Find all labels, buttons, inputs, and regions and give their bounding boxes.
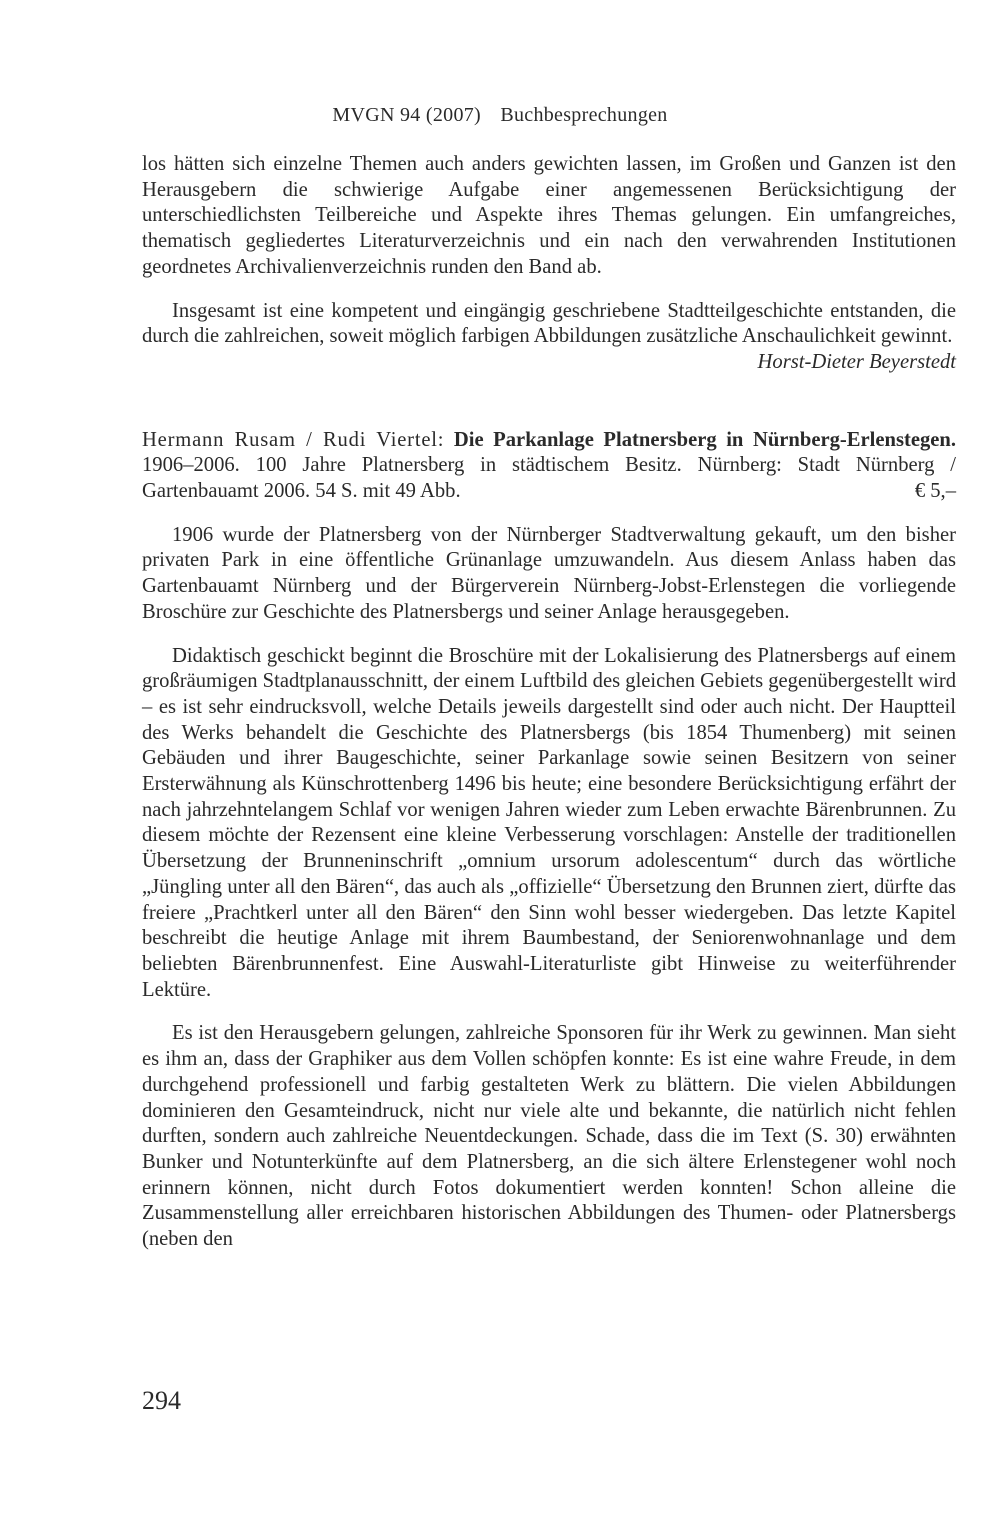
review1-paragraph-2 bbox=[142, 299, 956, 376]
book-title: Die Parkanlage Platnersberg in Nürnberg-Erlenstegen. bbox=[453, 428, 956, 451]
review2-paragraph-1: 1906 wurde der Platnersberg von der Nürnberger Stadtverwaltung gekauft, um den bisher privaten Park in eine öffentliche Grünanlage umzuwandeln. Aus diesem Anlass haben das Gartenbauamt Nürnberg und der Bürgerverein Nürnberg-Jobst-Erlenstegen die vorliegende Broschüre zur Geschichte des Platnersbergs und seiner Anlage herausgegeben. bbox=[142, 523, 956, 623]
review2-paragraph-2: Didaktisch geschickt beginnt die Broschüre mit der Lokalisierung des Platnersbergs auf einem großräumigen Stadtplanausschnitt, der einem Luftbild des gleichen Gebiets gegenübergestellt wird – es ist sehr eindrucksvoll, welche Details jeweils dargestellt sind oder auch nicht. Der Hauptteil des Werks behandelt die Geschichte des Platnersbergs (bis 1854 Thumenberg) mit seinen Gebäuden und ihrer Baugeschichte, seiner Parkanlage sowie seinen Besitzern von seiner Ersterwähnung als Künschrottenberg 1496 bis heute; eine besondere Berücksichtigung erfährt der nach jahrzehntelangem Schlaf vor wenigen Jahren wieder zum Leben erwachte Bärenbrunnen. Zu diesem möchte der Rezensent eine kleine Verbesserung vorschlagen: Anstelle der traditionellen Übersetzung der Brunneninschrift „omnium ursorum adolescentum“ durch das wörtliche „Jüngling unter all den Bären“, das auch als „offizielle“ Übersetzung den Brunnen ziert, dürfte das freiere „Prachtkerl unter all den Bären“ den Sinn wohl besser wiedergeben. Das letzte Kapitel beschreibt die heutige Anlage mit ihrem Baumbestand, der Seniorenwohnanlage und dem beliebten Bärenbrunnenfest. Eine Auswahl-Literaturliste gibt Hinweise zu weiterführender Lektüre. bbox=[142, 644, 956, 1001]
reviewer-signature: Horst-Dieter Beyerstedt bbox=[757, 350, 956, 373]
book-authors: Hermann Rusam / Rudi Viertel: bbox=[142, 428, 445, 451]
journal-reference: MVGN 94 (2007) bbox=[332, 104, 482, 126]
page-body bbox=[142, 152, 956, 1253]
review2-paragraph-3: Es ist den Herausgebern gelungen, zahlreiche Sponsoren für ihr Werk zu gewinnen. Man sieht es ihm an, dass der Graphiker aus dem Vollen schöpfen konnte: Es ist eine wahre Freude, in dem durchgehend professionell und farbig gestalteten Werk zu blättern. Die vielen Abbildungen dominieren den Gesamteindruck, nicht nur viele alte und bekannte, die natürlich nicht fehlen durften, sondern auch zahlreiche Neuentdeckungen. Schade, dass die im Text (S. 30) erwähnten Bunker und Notunterkünfte auf dem Platnersberg, an die sich ältere Erlenstegener wohl noch erinnern können, nicht durch Fotos dokumentiert werden konnten! Schon alleine die Zusammenstellung aller erreichbaren historischen Abbildungen des Thumen- oder Platnersbergs (neben den bbox=[142, 1022, 956, 1251]
review1-paragraph-2-text: Insgesamt ist eine kompetent und eingängig geschriebene Stadtteilgeschichte entstanden, die durch die zahlreichen, soweit möglich farbigen Abbildungen zusätzliche Anschaulichkeit gewinnt. bbox=[142, 299, 956, 348]
page-number: 294 bbox=[142, 1386, 181, 1415]
running-header bbox=[0, 104, 1000, 127]
section-title: Buchbesprechungen bbox=[500, 104, 668, 126]
book-reference bbox=[142, 428, 956, 505]
book-price: € 5,– bbox=[914, 480, 956, 503]
book-details: 1906–2006. 100 Jahre Platnersberg in städtischem Besitz. Nürnberg: Stadt Nürnberg / Gartenbauamt 2006. 54 S. mit 49 Abb. bbox=[142, 454, 956, 503]
review1-paragraph-1: los hätten sich einzelne Themen auch anders gewichten lassen, im Großen und Ganzen ist den Herausgebern die schwierige Aufgabe einer angemessenen Berücksichtigung der unterschiedlichsten Teilbereiche und Aspekte ihres Themas gelungen. Ein umfangreiches, thematisch gegliedertes Literaturverzeichnis und ein nach den verwahrenden Institutionen geordnetes Archivalienverzeichnis runden den Band ab. bbox=[142, 153, 956, 278]
